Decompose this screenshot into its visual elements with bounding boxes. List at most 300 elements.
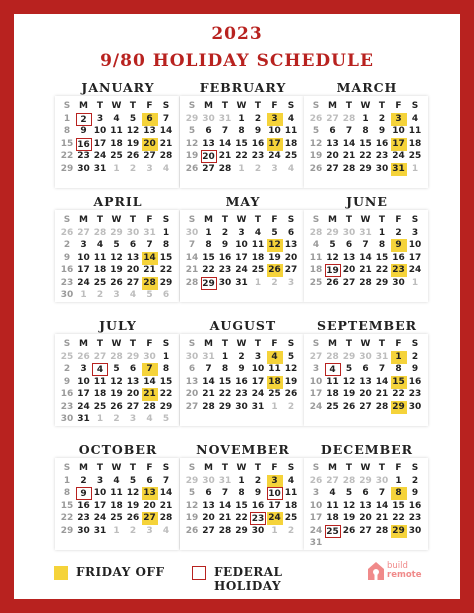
friday-off-day: 18 <box>268 376 281 387</box>
weekday-header: S <box>63 101 71 111</box>
day-cell: 19 <box>185 151 199 162</box>
adjacent-month-day: 3 <box>129 414 137 424</box>
friday-off-day: 17 <box>392 138 405 149</box>
day-cell: 15 <box>202 252 215 263</box>
day-cell: 23 <box>408 389 422 400</box>
adjacent-month-day: 3 <box>146 163 153 174</box>
day-cell: 22 <box>60 513 74 524</box>
weekday-header: T <box>378 463 386 473</box>
logo-line2: remote <box>387 570 422 580</box>
day-cell: 21 <box>359 265 372 276</box>
adjacent-month-day: 30 <box>185 352 199 362</box>
weekday-header: W <box>236 339 247 349</box>
adjacent-month-day: 1 <box>411 163 419 174</box>
adjacent-month-day: 27 <box>93 352 107 362</box>
day-cell: 24 <box>251 389 265 400</box>
weekday-header: W <box>111 101 122 111</box>
friday-off-day: 13 <box>143 488 156 499</box>
month-name: JUNE <box>346 194 388 209</box>
day-cell: 12 <box>110 376 123 387</box>
day-cell: 8 <box>378 240 386 251</box>
day-cell: 3 <box>96 476 104 486</box>
day-cell: 15 <box>375 252 389 263</box>
day-cell: 17 <box>309 389 323 400</box>
adjacent-month-day: 29 <box>359 476 372 486</box>
day-cell: 16 <box>218 252 232 263</box>
day-cell: 21 <box>375 389 389 400</box>
day-cell: 3 <box>80 240 87 251</box>
day-cell: 18 <box>326 389 339 400</box>
day-cell: 30 <box>77 163 90 174</box>
weekday-header: M <box>204 101 213 111</box>
day-cell: 20 <box>143 500 156 511</box>
day-cell: 29 <box>359 163 372 174</box>
adjacent-month-day: 28 <box>110 352 123 362</box>
friday-off-day: 24 <box>268 513 281 524</box>
day-cell: 24 <box>408 265 422 276</box>
friday-off-day: 20 <box>143 138 156 149</box>
day-cell: 1 <box>63 114 71 124</box>
weekday-header: M <box>79 215 88 225</box>
day-cell: 24 <box>93 151 107 162</box>
adjacent-month-day: 27 <box>326 476 339 486</box>
day-cell: 24 <box>235 265 248 276</box>
day-cell: 12 <box>110 252 123 263</box>
adjacent-month-day: 29 <box>126 352 140 362</box>
day-cell: 10 <box>93 126 107 137</box>
day-cell: 23 <box>77 513 90 524</box>
day-cell: 6 <box>345 240 353 251</box>
day-cell: 16 <box>77 500 90 511</box>
weekday-header: T <box>221 463 229 473</box>
friday-off-day: 3 <box>267 475 283 488</box>
adjacent-month-day: 28 <box>326 352 339 362</box>
day-cell: 26 <box>185 525 199 536</box>
day-cell: 18 <box>93 389 107 400</box>
day-cell: 1 <box>378 228 386 238</box>
day-cell: 3 <box>80 364 87 375</box>
friday-off-day: 6 <box>142 113 158 126</box>
day-cell: 7 <box>188 240 196 251</box>
day-cell: 14 <box>159 126 173 137</box>
day-cell: 7 <box>221 126 229 137</box>
day-cell: 27 <box>126 277 140 288</box>
federal-holiday-day: 2 <box>76 113 92 126</box>
day-cell: 17 <box>408 252 422 263</box>
day-cell: 2 <box>63 364 71 375</box>
day-cell: 23 <box>218 265 232 276</box>
weekday-header: S <box>411 101 419 111</box>
adjacent-month-day: 3 <box>146 525 153 536</box>
adjacent-month-day: 3 <box>113 290 120 300</box>
day-cell: 11 <box>284 126 298 137</box>
adjacent-month-day: 28 <box>342 114 356 124</box>
day-cell: 10 <box>251 364 265 375</box>
adjacent-month-day: 26 <box>60 228 74 238</box>
day-cell: 27 <box>359 401 372 412</box>
weekday-header: M <box>79 101 88 111</box>
weekday-header: F <box>395 339 402 349</box>
adjacent-month-day: 1 <box>238 163 245 174</box>
day-cell: 6 <box>205 126 212 137</box>
weekday-header: S <box>411 215 419 225</box>
day-cell: 14 <box>218 138 232 149</box>
day-cell: 12 <box>284 364 298 375</box>
day-cell: 20 <box>126 265 140 276</box>
day-cell: 2 <box>80 476 87 486</box>
day-cell: 15 <box>235 500 248 511</box>
day-cell: 3 <box>312 488 320 499</box>
day-cell: 4 <box>113 114 120 124</box>
day-cell: 6 <box>188 364 196 375</box>
weekday-header: T <box>129 215 137 225</box>
day-cell: 6 <box>146 476 153 486</box>
day-cell: 3 <box>254 352 262 362</box>
weekday-header: S <box>312 101 320 111</box>
day-cell: 13 <box>342 252 356 263</box>
day-cell: 15 <box>159 376 173 387</box>
weekday-header: S <box>188 463 196 473</box>
day-cell: 30 <box>392 277 405 288</box>
day-cell: 25 <box>284 513 298 524</box>
weekday-header: F <box>395 215 402 225</box>
adjacent-month-day: 5 <box>162 414 170 424</box>
adjacent-month-day: 28 <box>309 228 323 238</box>
day-cell: 25 <box>326 401 339 412</box>
day-cell: 4 <box>287 476 295 486</box>
day-cell: 6 <box>362 488 369 499</box>
day-cell: 27 <box>202 525 215 536</box>
adjacent-month-day: 1 <box>271 401 278 412</box>
day-cell: 9 <box>221 240 229 251</box>
weekday-header: T <box>221 339 229 349</box>
weekday-header: F <box>146 215 153 225</box>
calendar-page <box>14 14 460 599</box>
day-cell: 23 <box>408 513 422 524</box>
weekday-header: M <box>79 339 88 349</box>
day-cell: 18 <box>284 138 298 149</box>
day-cell: 30 <box>218 277 232 288</box>
logo-line1: build <box>387 561 408 571</box>
day-cell: 25 <box>309 277 323 288</box>
day-cell: 7 <box>345 126 353 137</box>
day-cell: 24 <box>268 151 281 162</box>
day-cell: 4 <box>113 476 120 486</box>
day-cell: 25 <box>110 151 123 162</box>
day-cell: 14 <box>342 138 356 149</box>
weekday-header: S <box>63 463 71 473</box>
day-cell: 27 <box>126 401 140 412</box>
day-cell: 28 <box>218 163 232 174</box>
friday-off-swatch <box>54 566 68 580</box>
day-cell: 21 <box>342 151 356 162</box>
day-cell: 18 <box>284 500 298 511</box>
day-cell: 1 <box>162 352 170 362</box>
weekday-header: F <box>271 463 278 473</box>
day-cell: 5 <box>188 488 196 499</box>
day-cell: 9 <box>238 364 245 375</box>
adjacent-month-day: 1 <box>254 277 262 288</box>
day-cell: 22 <box>392 389 405 400</box>
day-cell: 18 <box>110 500 123 511</box>
day-cell: 26 <box>284 389 298 400</box>
adjacent-month-day: 30 <box>126 228 140 238</box>
day-cell: 14 <box>375 376 389 387</box>
weekday-header: T <box>345 215 353 225</box>
day-cell: 14 <box>185 252 199 263</box>
day-cell: 23 <box>77 151 90 162</box>
weekday-header: T <box>254 463 262 473</box>
day-cell: 4 <box>254 228 262 238</box>
day-cell: 21 <box>375 513 389 524</box>
day-cell: 9 <box>411 488 419 499</box>
day-cell: 30 <box>60 414 74 424</box>
weekday-header: T <box>221 215 229 225</box>
federal-holiday-day: 23 <box>251 514 265 525</box>
friday-off-day: 23 <box>392 265 405 276</box>
month-name: MARCH <box>336 80 398 95</box>
day-cell: 19 <box>268 252 281 263</box>
day-cell: 28 <box>159 513 173 524</box>
day-cell: 13 <box>359 500 372 511</box>
federal-holiday-day: 4 <box>325 363 341 376</box>
day-cell: 11 <box>93 376 107 387</box>
month-name: JANUARY <box>81 80 155 95</box>
day-cell: 24 <box>309 525 323 536</box>
day-cell: 28 <box>218 525 232 536</box>
day-cell: 17 <box>309 513 323 524</box>
weekday-header: T <box>96 101 104 111</box>
day-cell: 3 <box>312 364 320 375</box>
day-cell: 6 <box>329 126 336 137</box>
day-cell: 19 <box>110 265 123 276</box>
day-cell: 26 <box>342 525 356 536</box>
day-cell: 9 <box>411 364 419 375</box>
weekday-header: T <box>378 215 386 225</box>
day-cell: 20 <box>185 389 199 400</box>
weekday-header: F <box>146 101 153 111</box>
day-cell: 10 <box>77 252 90 263</box>
weekday-header: S <box>312 463 320 473</box>
day-cell: 23 <box>235 389 248 400</box>
adjacent-month-day: 2 <box>113 414 120 424</box>
friday-off-day: 9 <box>391 239 407 252</box>
adjacent-month-day: 30 <box>202 114 215 124</box>
friday-off-day: 8 <box>391 487 407 500</box>
day-cell: 22 <box>218 389 232 400</box>
day-cell: 10 <box>309 376 323 387</box>
adjacent-month-day: 29 <box>185 114 199 124</box>
day-cell: 30 <box>375 163 389 174</box>
day-cell: 17 <box>251 376 265 387</box>
day-cell: 16 <box>375 138 389 149</box>
day-cell: 18 <box>309 265 323 276</box>
day-cell: 21 <box>202 389 215 400</box>
day-cell: 15 <box>392 500 405 511</box>
weekday-header: S <box>312 339 320 349</box>
day-cell: 22 <box>60 151 74 162</box>
month-name: JULY <box>99 318 137 333</box>
day-cell: 27 <box>342 277 356 288</box>
day-cell: 6 <box>362 364 369 375</box>
weekday-header: S <box>162 215 170 225</box>
day-cell: 17 <box>93 138 107 149</box>
day-cell: 29 <box>375 277 389 288</box>
weekday-header: S <box>287 339 295 349</box>
day-cell: 11 <box>110 488 123 499</box>
day-cell: 2 <box>63 240 71 251</box>
adjacent-month-day: 29 <box>326 228 339 238</box>
adjacent-month-day: 2 <box>129 525 137 536</box>
day-cell: 9 <box>378 126 386 137</box>
day-cell: 29 <box>159 277 173 288</box>
day-cell: 8 <box>63 488 71 499</box>
day-cell: 25 <box>408 151 422 162</box>
day-cell: 21 <box>218 513 232 524</box>
day-cell: 18 <box>326 513 339 524</box>
weekday-header: F <box>271 339 278 349</box>
day-cell: 6 <box>129 364 137 375</box>
friday-off-day: 17 <box>268 138 281 149</box>
day-cell: 3 <box>238 228 245 238</box>
day-cell: 30 <box>408 401 422 412</box>
adjacent-month-day: 27 <box>309 352 323 362</box>
weekday-header: S <box>287 215 295 225</box>
day-cell: 4 <box>96 240 104 251</box>
weekday-header: W <box>111 463 122 473</box>
day-cell: 20 <box>359 389 372 400</box>
day-cell: 9 <box>254 488 262 499</box>
day-cell: 5 <box>329 240 336 251</box>
day-cell: 28 <box>375 401 389 412</box>
adjacent-month-day: 6 <box>162 290 170 300</box>
day-cell: 19 <box>126 138 140 149</box>
day-cell: 7 <box>162 114 170 124</box>
weekday-header: S <box>411 339 419 349</box>
day-cell: 21 <box>159 500 173 511</box>
day-cell: 31 <box>77 414 90 424</box>
day-cell: 4 <box>312 240 320 251</box>
weekday-header: M <box>204 339 213 349</box>
house-icon <box>367 561 385 581</box>
day-cell: 29 <box>235 525 248 536</box>
adjacent-month-day: 30 <box>359 352 372 362</box>
day-cell: 6 <box>205 488 212 499</box>
adjacent-month-day: 31 <box>375 352 389 362</box>
day-cell: 19 <box>126 500 140 511</box>
day-cell: 26 <box>110 277 123 288</box>
weekday-header: S <box>411 463 419 473</box>
day-cell: 30 <box>251 525 265 536</box>
weekday-header: S <box>63 215 71 225</box>
weekday-header: F <box>146 339 153 349</box>
weekday-header: T <box>129 463 137 473</box>
month-name: FEBRUARY <box>199 80 287 95</box>
day-cell: 10 <box>93 488 107 499</box>
federal-holiday-day: 9 <box>76 487 92 500</box>
federal-holiday-day: 29 <box>202 278 215 289</box>
weekday-header: W <box>360 463 371 473</box>
month-name: DECEMBER <box>320 442 414 457</box>
day-cell: 1 <box>221 352 229 362</box>
day-cell: 28 <box>342 163 356 174</box>
day-cell: 2 <box>378 114 386 124</box>
adjacent-month-day: 4 <box>287 163 295 174</box>
day-cell: 29 <box>60 525 74 536</box>
adjacent-month-day: 30 <box>185 228 199 238</box>
day-cell: 13 <box>185 376 199 387</box>
adjacent-month-day: 1 <box>411 277 419 288</box>
day-cell: 1 <box>63 476 71 486</box>
month-name: OCTOBER <box>78 442 158 457</box>
weekday-header: W <box>360 101 371 111</box>
day-cell: 12 <box>309 138 323 149</box>
federal-holiday-day: 10 <box>268 489 281 500</box>
day-cell: 10 <box>392 126 405 137</box>
day-cell: 8 <box>395 364 402 375</box>
legend <box>54 563 354 593</box>
day-cell: 27 <box>185 401 199 412</box>
friday-off-day: 15 <box>392 376 405 387</box>
weekday-header: S <box>312 215 320 225</box>
day-cell: 20 <box>326 151 339 162</box>
day-cell: 13 <box>126 376 140 387</box>
day-cell: 27 <box>202 163 215 174</box>
day-cell: 19 <box>342 389 356 400</box>
adjacent-month-day: 1 <box>271 525 278 536</box>
adjacent-month-day: 29 <box>110 228 123 238</box>
day-cell: 8 <box>238 126 245 137</box>
day-cell: 17 <box>77 389 90 400</box>
day-cell: 4 <box>287 114 295 124</box>
day-cell: 7 <box>378 364 386 375</box>
weekday-header: T <box>378 339 386 349</box>
day-cell: 22 <box>235 513 248 524</box>
adjacent-month-day: 31 <box>218 114 232 124</box>
adjacent-month-day: 2 <box>271 277 278 288</box>
weekday-header: S <box>162 463 170 473</box>
adjacent-month-day: 2 <box>287 401 295 412</box>
federal-holiday-day: 20 <box>202 152 215 163</box>
day-cell: 26 <box>110 401 123 412</box>
day-cell: 5 <box>345 364 353 375</box>
adjacent-month-day: 29 <box>185 476 199 486</box>
day-cell: 13 <box>359 376 372 387</box>
day-cell: 16 <box>251 138 265 149</box>
day-cell: 16 <box>251 500 265 511</box>
day-cell: 24 <box>77 277 90 288</box>
day-cell: 20 <box>126 389 140 400</box>
day-cell: 8 <box>221 364 229 375</box>
weekday-header: W <box>111 215 122 225</box>
day-cell: 16 <box>392 252 405 263</box>
weekday-header: T <box>254 339 262 349</box>
weekday-header: T <box>378 101 386 111</box>
day-cell: 1 <box>205 228 212 238</box>
day-cell: 13 <box>143 126 156 137</box>
day-cell: 5 <box>345 488 353 499</box>
weekday-header: T <box>345 339 353 349</box>
day-cell: 1 <box>362 114 369 124</box>
day-cell: 15 <box>60 500 74 511</box>
day-cell: 17 <box>77 265 90 276</box>
day-cell: 3 <box>411 228 419 238</box>
day-cell: 27 <box>359 525 372 536</box>
day-cell: 6 <box>287 228 295 238</box>
weekday-header: M <box>328 215 337 225</box>
weekday-header: T <box>221 101 229 111</box>
adjacent-month-day: 1 <box>113 163 120 174</box>
